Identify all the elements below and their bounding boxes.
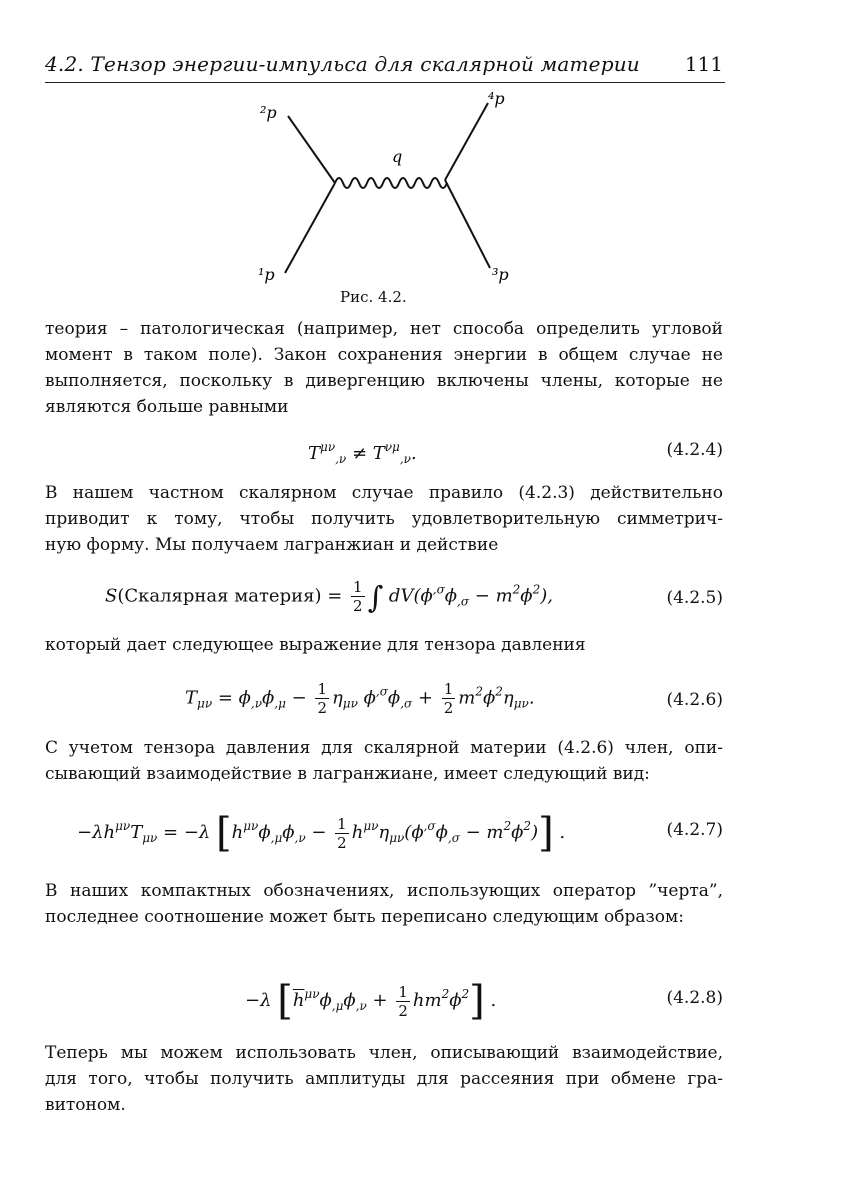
equation-4-2-8 [45, 978, 723, 1028]
formula: $T^{\mu\nu}_{,\nu} \ne T^{\nu\mu}_{,\nu}$. [308, 440, 417, 466]
label-p1: ¹p [258, 265, 275, 284]
formula: S(Скалярная материя) = $\frac{1}{2}$ ∫ $dV(\phi^{,\sigma}\phi_{,\sigma} - m^2\phi^2)$, [105, 578, 553, 616]
text-line: С учетом тензора давления для скалярной материи (4.2.6) член, опи- [45, 738, 723, 758]
text-line: В наших компактных обозначениях, использующих оператор ”черта”, [45, 881, 723, 901]
equation-number: (4.2.4) [666, 440, 723, 460]
equation-4-2-5 [45, 578, 723, 628]
formula: $-\lambda h^{\mu\nu}T_{\mu\nu} = -\lambda$ [$h^{\mu\nu}\phi_{,\mu}\phi_{,\nu}$ − $\frac{1}{2}$ $h^{\mu\nu}\eta_{\mu\nu}(\phi^{,\sigma}\phi_{,\sigma} - m^2\phi^2)$] . [77, 810, 566, 856]
text-line: витоном. [45, 1095, 126, 1115]
equation-4-2-6 [45, 680, 723, 730]
line-p4 [445, 103, 488, 180]
equation-number: (4.2.6) [666, 690, 723, 710]
header-title: 4.2. Тензор энергии-импульса для скалярной материи [45, 52, 640, 76]
paragraph-2 [45, 480, 723, 558]
text-line: Теперь мы можем использовать член, описывающий взаимодействие, [45, 1043, 723, 1063]
label-q: q [392, 147, 403, 166]
text-line: последнее соотношение может быть переписано следующим образом: [45, 907, 684, 927]
text-line: теория – патологическая (например, нет способа определить угловой [45, 319, 723, 339]
equation-number: (4.2.8) [666, 988, 723, 1008]
paragraph-6 [45, 1040, 723, 1118]
paragraph-4 [45, 735, 723, 787]
feynman-diagram [240, 88, 540, 288]
action-label: (Скалярная материя) [117, 585, 322, 607]
label-p4: ⁴p [488, 89, 505, 108]
figure-caption: Рис. 4.2. [340, 288, 407, 306]
equation-4-2-7 [45, 810, 723, 860]
formula: $T_{\mu\nu} = \phi_{,\nu}\phi_{,\mu}$ − $\frac{1}{2}$ $\eta_{\mu\nu}$ $\phi^{,\sigma}\phi_{,\sigma}$ + $\frac{1}{2}$ $m^2\phi^2\eta_{\mu\nu}$. [185, 680, 535, 717]
text-line: сывающий взаимодействие в лагранжиане, имеет следующий вид: [45, 764, 650, 784]
text-line: В нашем частном скалярном случае правило (4.2.3) действительно [45, 483, 723, 503]
text-line: являются больше равными [45, 397, 289, 417]
paragraph-3 [45, 632, 723, 658]
page-number: 111 [684, 52, 723, 76]
equation-number: (4.2.5) [666, 588, 723, 608]
graviton-wavy-line [335, 178, 447, 188]
text-line: ную форму. Мы получаем лагранжиан и действие [45, 535, 499, 555]
running-header [45, 52, 725, 83]
line-p1 [285, 183, 335, 273]
text-line: для того, чтобы получить амплитуды для рассеяния при обмене гра- [45, 1069, 723, 1089]
label-p2: ²p [260, 103, 277, 122]
line-p2 [288, 116, 335, 183]
equation-4-2-4 [45, 440, 723, 480]
equation-number: (4.2.7) [666, 820, 723, 840]
formula: −λ [$\overline{h}^{\mu\nu}\phi_{,\mu}\phi_{,\nu}$ + $\frac{1}{2}$ $hm^2\phi^2$] . [245, 978, 497, 1024]
text-line: выполняется, поскольку в дивергенцию включены члены, которые не [45, 371, 723, 391]
paragraph-5 [45, 878, 723, 930]
paragraph-1 [45, 316, 723, 420]
text-line: приводит к тому, чтобы получить удовлетворительную симметрич- [45, 509, 723, 529]
label-p3: ³p [492, 265, 509, 284]
text-line: момент в таком поле). Закон сохранения энергии в общем случае не [45, 345, 723, 365]
line-p3 [445, 180, 490, 268]
text-line: который дает следующее выражение для тензора давления [45, 635, 586, 655]
